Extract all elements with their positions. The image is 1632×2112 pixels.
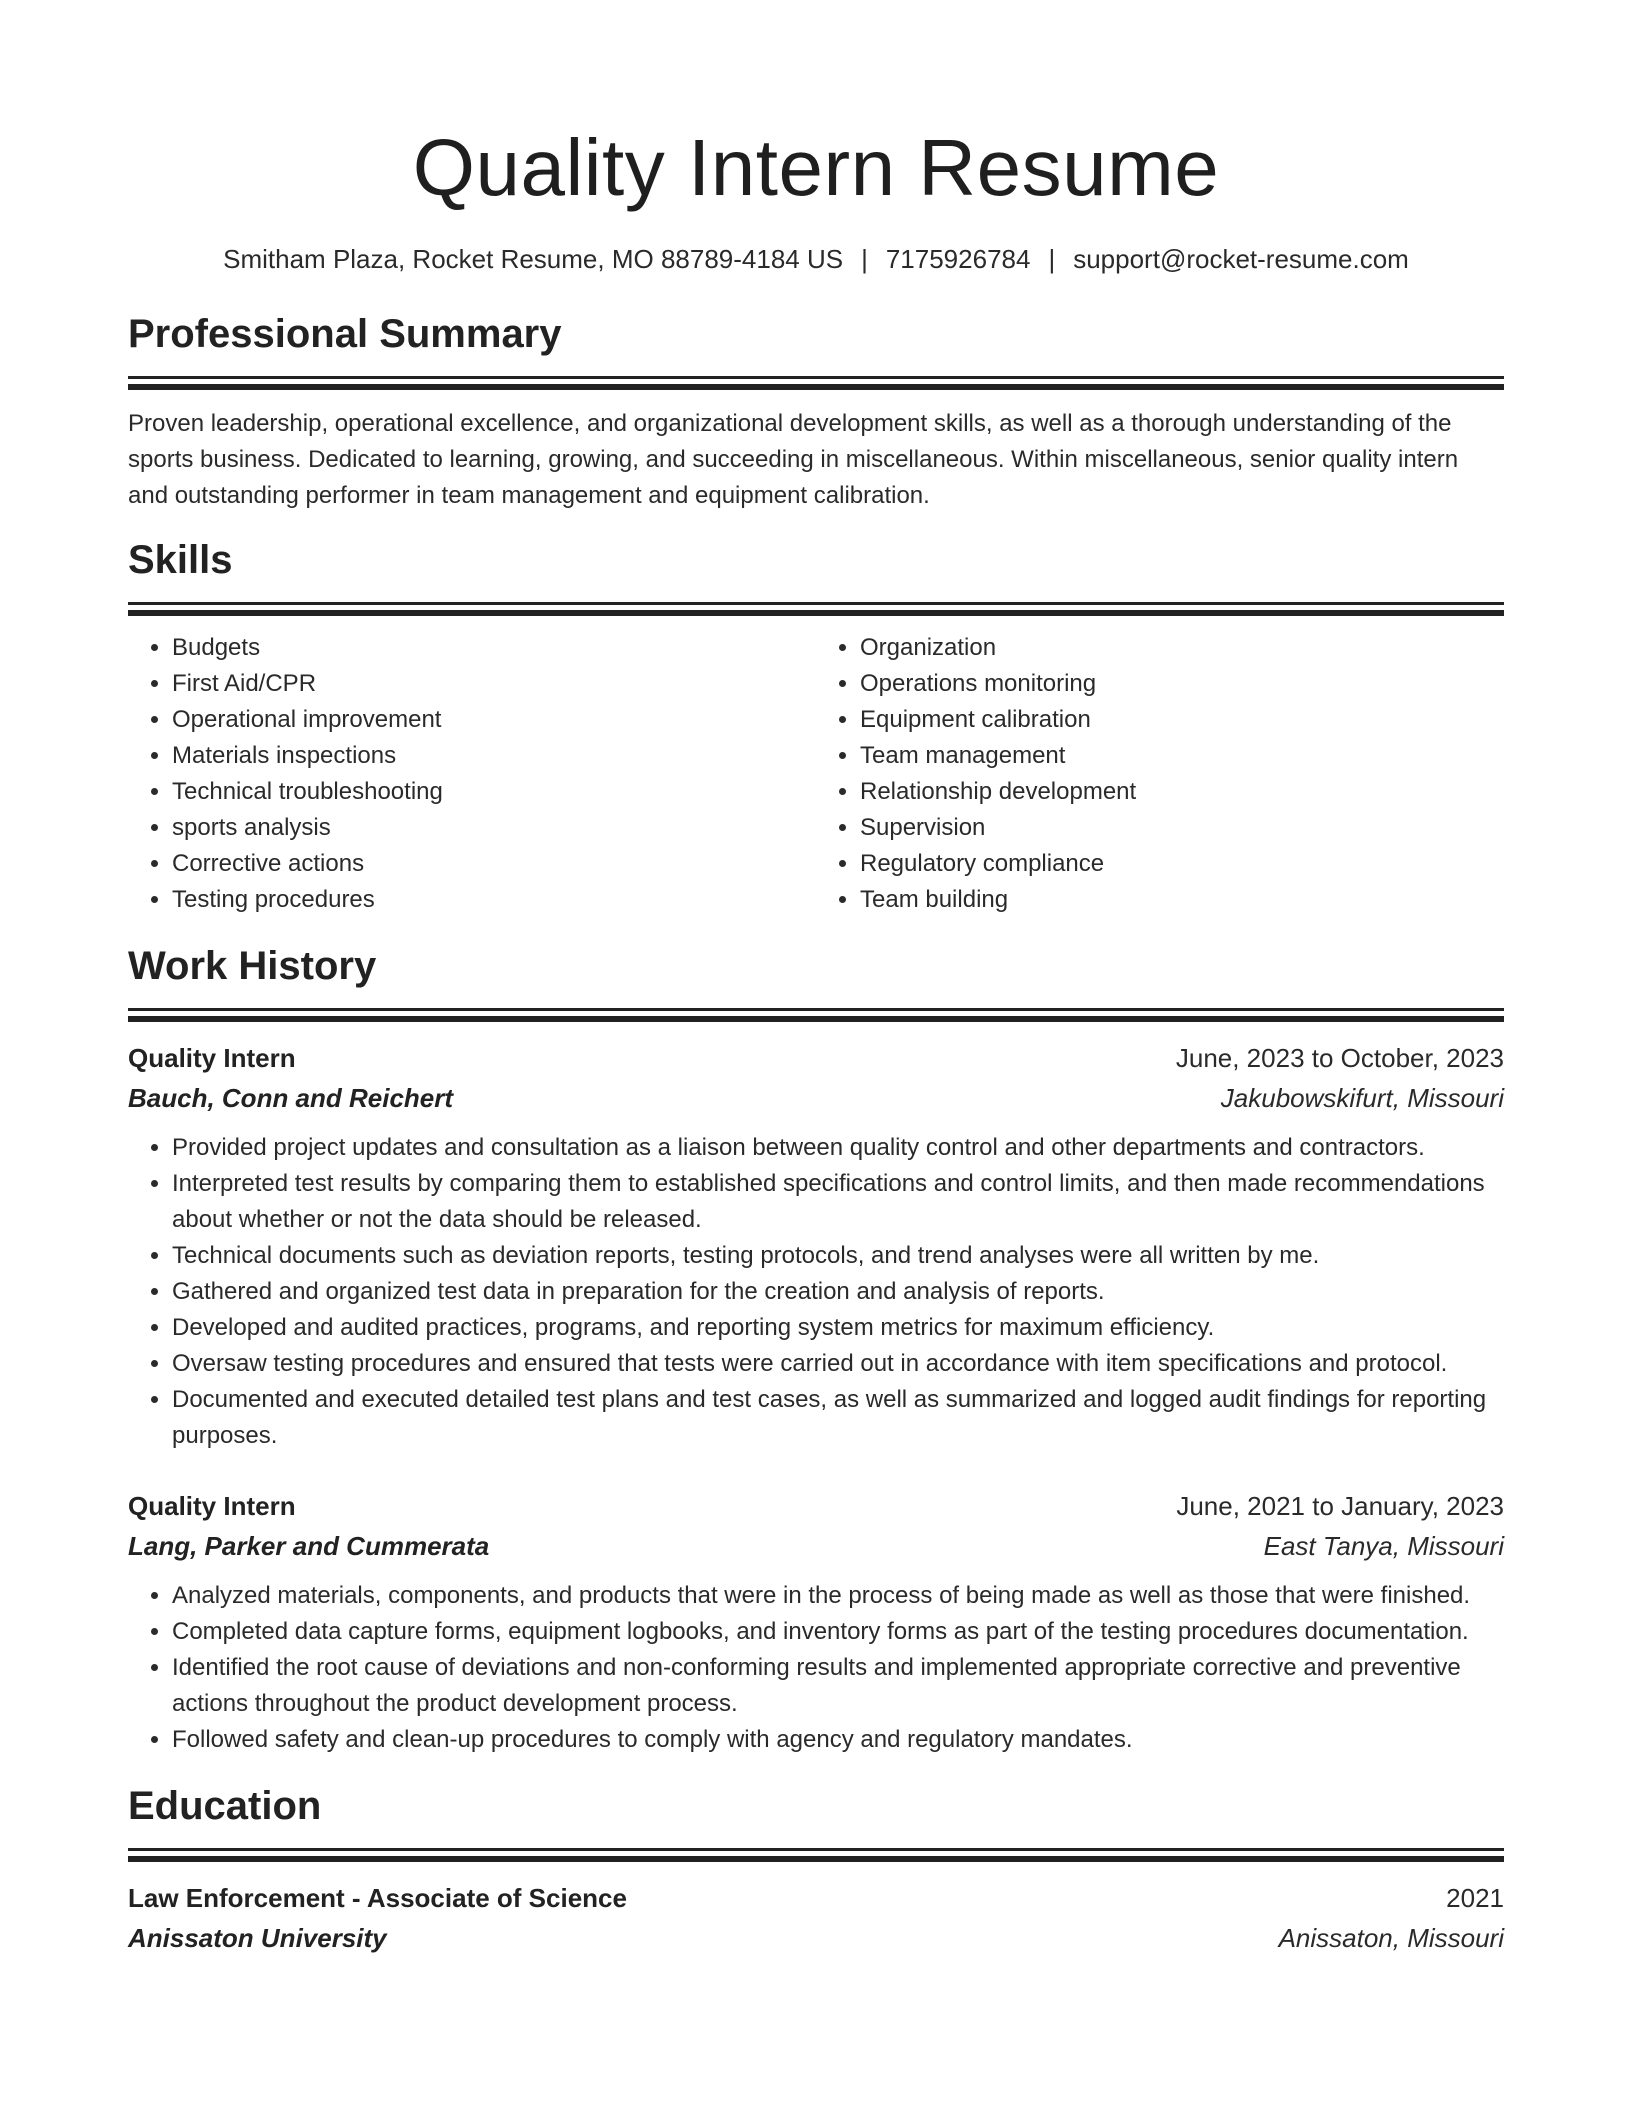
job-entry bbox=[128, 1486, 1504, 1758]
section-rule-thick bbox=[128, 1016, 1504, 1022]
contact-address: Smitham Plaza, Rocket Resume, MO 88789-4184 US bbox=[223, 244, 844, 274]
section-rule bbox=[128, 376, 1504, 379]
skill-item: • Equipment calibration bbox=[860, 702, 1504, 738]
education-year: 2021 bbox=[1446, 1883, 1504, 1913]
job-bullet: • Followed safety and clean-up procedures to comply with agency and regulatory mandates. bbox=[172, 1722, 1504, 1758]
skill-item: • Technical troubleshooting bbox=[172, 774, 816, 810]
contact-separator: | bbox=[861, 244, 868, 274]
skill-item: • Team building bbox=[860, 882, 1504, 918]
skill-item: • Corrective actions bbox=[172, 846, 816, 882]
skill-item: • Team management bbox=[860, 738, 1504, 774]
skill-item: • Materials inspections bbox=[172, 738, 816, 774]
skill-item: • Supervision bbox=[860, 810, 1504, 846]
job-company: Bauch, Conn and Reichert bbox=[128, 1083, 454, 1113]
job-bullets bbox=[128, 1130, 1504, 1454]
education-location: Anissaton, Missouri bbox=[1278, 1923, 1504, 1953]
job-bullet: • Analyzed materials, components, and products that were in the process of being made as well as those that were finished. bbox=[172, 1578, 1504, 1614]
section-rule bbox=[128, 1008, 1504, 1011]
job-bullet: • Provided project updates and consultation as a liaison between quality control and other departments and contractors. bbox=[172, 1130, 1504, 1166]
job-dates: June, 2023 to October, 2023 bbox=[1175, 1043, 1504, 1073]
summary-section bbox=[128, 308, 1504, 514]
education-degree: Law Enforcement - Associate of Science bbox=[128, 1883, 627, 1913]
education-entry bbox=[128, 1878, 1504, 1958]
job-bullet: • Developed and audited practices, programs, and reporting system metrics for maximum efficiency. bbox=[172, 1310, 1504, 1346]
job-entry bbox=[128, 1038, 1504, 1454]
job-location: East Tanya, Missouri bbox=[1263, 1531, 1504, 1561]
section-rule bbox=[128, 1848, 1504, 1851]
job-bullet: • Oversaw testing procedures and ensured that tests were carried out in accordance with item specifications and protocol. bbox=[172, 1346, 1504, 1382]
job-bullet: • Documented and executed detailed test plans and test cases, as well as summarized and logged audit findings for reporting purposes. bbox=[172, 1382, 1504, 1454]
skill-item: • First Aid/CPR bbox=[172, 666, 816, 702]
job-location: Jakubowskifurt, Missouri bbox=[1220, 1083, 1504, 1113]
contact-line bbox=[128, 242, 1504, 276]
contact-phone: 7175926784 bbox=[885, 244, 1031, 274]
job-bullet: • Identified the root cause of deviations and non-conforming results and implemented appropriate corrective and preventive actions throughout the product development process. bbox=[172, 1650, 1504, 1722]
skill-item: • Operations monitoring bbox=[860, 666, 1504, 702]
section-rule bbox=[128, 602, 1504, 605]
skill-item: • Budgets bbox=[172, 630, 816, 666]
skills-right-list bbox=[816, 630, 1504, 918]
skill-item: • Regulatory compliance bbox=[860, 846, 1504, 882]
summary-heading: Professional Summary bbox=[128, 312, 562, 356]
contact-email: support@rocket-resume.com bbox=[1073, 244, 1409, 274]
work-section bbox=[128, 940, 1504, 1758]
education-section bbox=[128, 1780, 1504, 1958]
section-rule-thick bbox=[128, 1856, 1504, 1862]
skill-item: • Operational improvement bbox=[172, 702, 816, 738]
job-title: Quality Intern bbox=[128, 1043, 296, 1073]
education-school: Anissaton University bbox=[128, 1923, 387, 1953]
skills-left-list bbox=[128, 630, 816, 918]
job-bullet: • Completed data capture forms, equipment logbooks, and inventory forms as part of the testing procedures documentation. bbox=[172, 1614, 1504, 1650]
job-dates: June, 2021 to January, 2023 bbox=[1176, 1491, 1504, 1521]
job-company: Lang, Parker and Cummerata bbox=[128, 1531, 490, 1561]
work-heading: Work History bbox=[128, 944, 377, 988]
summary-text: Proven leadership, operational excellence, and organizational development skills, as well as a thorough understanding of the sports business. Dedicated to learning, growing, and succeeding in miscellaneous. Within miscellaneous, senior quality intern and outstanding performer in team management and equipment calibration. bbox=[128, 410, 1459, 509]
skill-item: • Organization bbox=[860, 630, 1504, 666]
job-bullet: • Technical documents such as deviation reports, testing protocols, and trend analyses were all written by me. bbox=[172, 1238, 1504, 1274]
resume-title: Quality Intern Resume bbox=[412, 123, 1220, 212]
skill-item: • Relationship development bbox=[860, 774, 1504, 810]
skills-section bbox=[128, 534, 1504, 918]
section-rule-thick bbox=[128, 384, 1504, 390]
job-bullet: • Gathered and organized test data in preparation for the creation and analysis of reports. bbox=[172, 1274, 1504, 1310]
education-heading: Education bbox=[128, 1784, 322, 1828]
skill-item: • sports analysis bbox=[172, 810, 816, 846]
job-title: Quality Intern bbox=[128, 1491, 296, 1521]
job-bullets bbox=[128, 1578, 1504, 1758]
job-bullet: • Interpreted test results by comparing them to established specifications and control limits, and then made recommendations about whether or not the data should be released. bbox=[172, 1166, 1504, 1238]
skills-columns bbox=[128, 630, 1504, 918]
skill-item: • Testing procedures bbox=[172, 882, 816, 918]
contact-separator: | bbox=[1048, 244, 1056, 274]
skills-heading: Skills bbox=[128, 538, 233, 582]
section-rule-thick bbox=[128, 610, 1504, 616]
